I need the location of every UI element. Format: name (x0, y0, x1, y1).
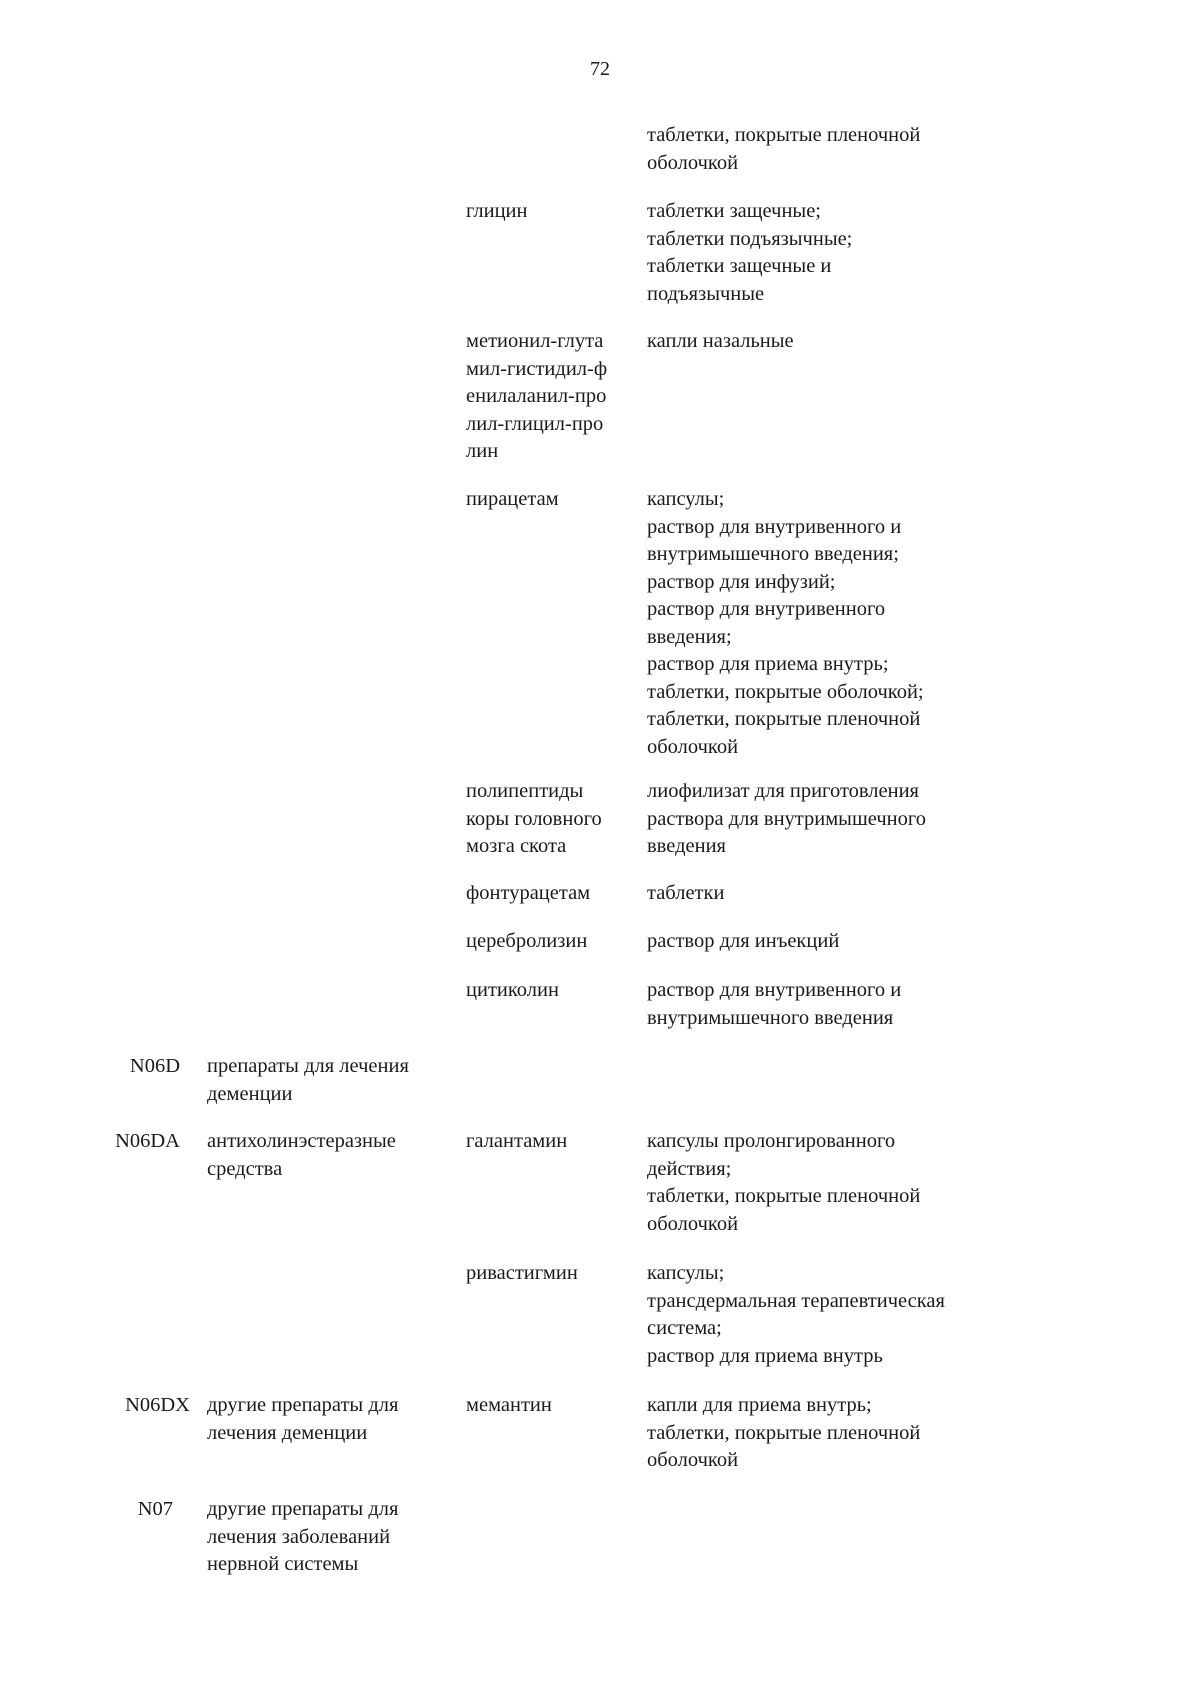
dosage-form: таблетки (647, 882, 725, 904)
atc-code: N06DA (115, 1130, 180, 1152)
atc-code: N06DX (125, 1394, 190, 1416)
dosage-form: лиофилизат для приготовления раствора для внутримышечного введения (647, 780, 927, 857)
dosage-form: таблетки защечные; таблетки подъязычные; таблетки защечные и подъязычные (647, 200, 853, 305)
atc-code: N07 (137, 1498, 173, 1520)
dosage-form: таблетки, покрытые пленочной оболочкой (647, 124, 921, 174)
atc-group-name: другие препараты для лечения заболеваний нервной системы (207, 1498, 399, 1575)
dosage-form: раствор для внутривенного и внутримышечного введения (647, 979, 902, 1029)
atc-code: N06D (129, 1055, 180, 1077)
page-number: 72 (590, 58, 610, 80)
dosage-form: капли назальные (647, 330, 794, 352)
drug-name: мемантин (466, 1394, 552, 1416)
drug-name: ривастигмин (466, 1262, 578, 1284)
drug-name: галантамин (466, 1130, 568, 1152)
dosage-form: капсулы пролонгированного действия; таблетки, покрытые пленочной оболочкой (647, 1130, 921, 1235)
dosage-form: капсулы; раствор для внутривенного и внутримышечного введения; раствор для инфузий; раствор для внутривенного введения; раствор для приема внутрь; таблетки, покрытые оболочкой; таблетки, покрытые пленочной оболочкой (647, 488, 924, 758)
drug-name: пирацетам (466, 488, 559, 510)
atc-group-name: антихолинэстеразные средства (207, 1130, 396, 1180)
dosage-form: капли для приема внутрь; таблетки, покрытые пленочной оболочкой (647, 1394, 921, 1471)
dosage-form: раствор для инъекций (647, 930, 840, 952)
drug-name: глицин (466, 200, 528, 222)
drug-name: церебролизин (466, 930, 588, 952)
drug-name: фонтурацетам (466, 882, 591, 904)
drug-name: полипептиды коры головного мозга скота (466, 780, 602, 857)
dosage-form: капсулы; трансдермальная терапевтическая система; раствор для приема внутрь (647, 1262, 945, 1367)
atc-group-name: препараты для лечения деменции (207, 1055, 409, 1105)
atc-group-name: другие препараты для лечения деменции (207, 1394, 399, 1444)
drug-name: цитиколин (466, 979, 559, 1001)
drug-name: метионил-глута мил-гистидил-ф енилаланил-про лил-глицил-про лин (466, 330, 608, 462)
